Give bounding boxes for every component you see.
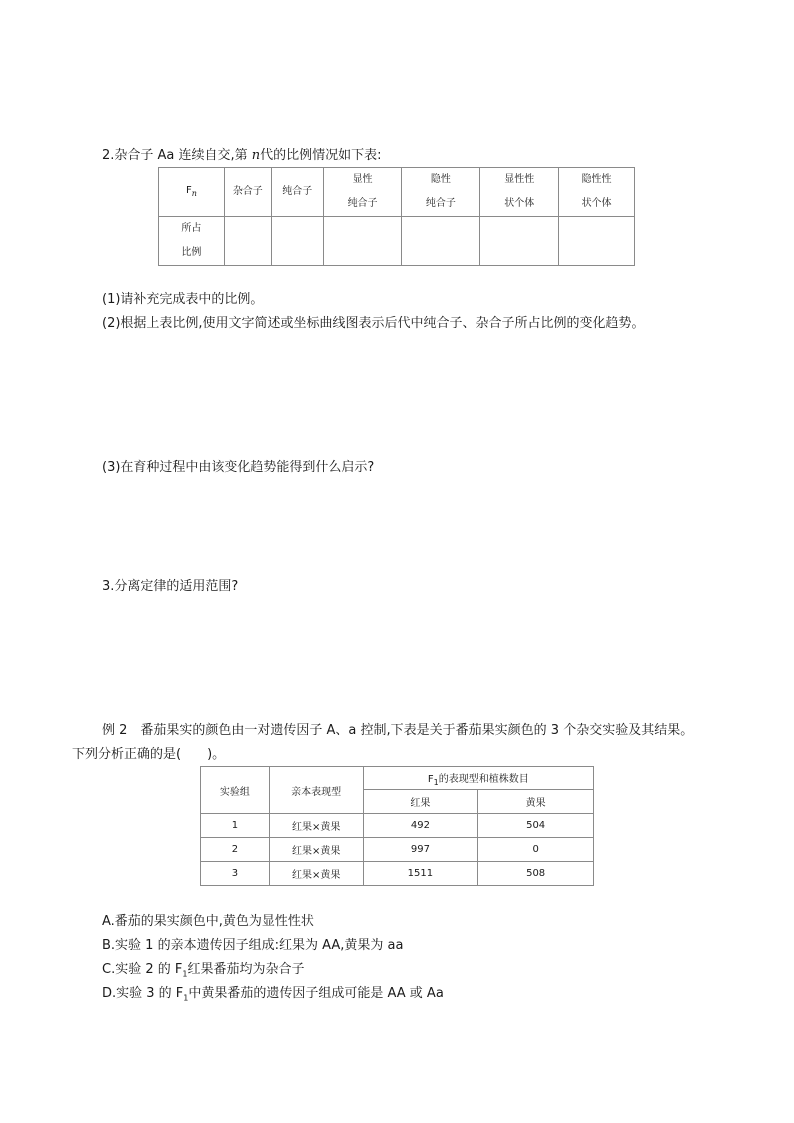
- option-c: C.实验 2 的 $F_1$红果番茄均为杂合子: [102, 962, 305, 979]
- table-row: [201, 862, 594, 886]
- cell-parent: 红果×黄果: [269, 838, 363, 862]
- header-dominant-homozygote: 显性 纯合子: [323, 168, 402, 217]
- q3-text: 3.分离定律的适用范围?: [102, 579, 239, 594]
- header-fn: $F_n$: [159, 168, 225, 217]
- ratio-table: [158, 167, 635, 266]
- cell-parent: 红果×黄果: [269, 814, 363, 838]
- cell-red: 1511: [363, 862, 478, 886]
- table-row: [201, 814, 594, 838]
- blank-cell[interactable]: [559, 217, 635, 266]
- blank-cell[interactable]: [402, 217, 480, 266]
- header-heterozygote: 杂合子: [224, 168, 271, 217]
- header-f1: $F_1$的表现型和植株数目: [363, 767, 593, 790]
- cell-yellow: 0: [478, 838, 594, 862]
- cell-group: 2: [201, 838, 270, 862]
- cell-group: 1: [201, 814, 270, 838]
- q2-sub2: (2)根据上表比例,使用文字简述或坐标曲线图表示后代中纯合子、杂合子所占比例的变化趋势。: [102, 316, 645, 331]
- header-recessive-trait: 隐性性 状个体: [559, 168, 635, 217]
- header-yellow: 黄果: [478, 790, 594, 814]
- table-row: [201, 838, 594, 862]
- cell-yellow: 508: [478, 862, 594, 886]
- header-recessive-homozygote: 隐性 纯合子: [402, 168, 480, 217]
- header-homozygote: 纯合子: [271, 168, 323, 217]
- blank-cell[interactable]: [224, 217, 271, 266]
- tomato-table: [200, 766, 594, 886]
- header-parent: 亲本表现型: [269, 767, 363, 814]
- row-label-proportion: 所占 比例: [159, 217, 225, 266]
- header-dominant-trait: 显性性 状个体: [480, 168, 559, 217]
- q2-sub3: (3)在育种过程中由该变化趋势能得到什么启示?: [102, 460, 375, 475]
- header-red: 红果: [363, 790, 478, 814]
- cell-parent: 红果×黄果: [269, 862, 363, 886]
- blank-cell[interactable]: [271, 217, 323, 266]
- q2-sub1: (1)请补充完成表中的比例。: [102, 292, 264, 307]
- option-d: D.实验 3 的 $F_1$中黄果番茄的遗传因子组成可能是 AA 或 Aa: [102, 986, 444, 1003]
- blank-cell[interactable]: [323, 217, 402, 266]
- cell-red: 997: [363, 838, 478, 862]
- cell-group: 3: [201, 862, 270, 886]
- example2-line2: 下列分析正确的是( )。: [72, 747, 226, 762]
- option-a: A.番茄的果实颜色中,黄色为显性性状: [102, 914, 314, 929]
- cell-yellow: 504: [478, 814, 594, 838]
- q2-intro: 2.杂合子 Aa 连续自交,第 n代的比例情况如下表:: [102, 148, 382, 163]
- blank-cell[interactable]: [480, 217, 559, 266]
- cell-red: 492: [363, 814, 478, 838]
- option-b: B.实验 1 的亲本遗传因子组成:红果为 AA,黄果为 aa: [102, 938, 404, 953]
- example2-line1: 例 2 番茄果实的颜色由一对遗传因子 A、a 控制,下表是关于番茄果实颜色的 3 个杂交实验及其结果。: [102, 723, 694, 738]
- header-group: 实验组: [201, 767, 270, 814]
